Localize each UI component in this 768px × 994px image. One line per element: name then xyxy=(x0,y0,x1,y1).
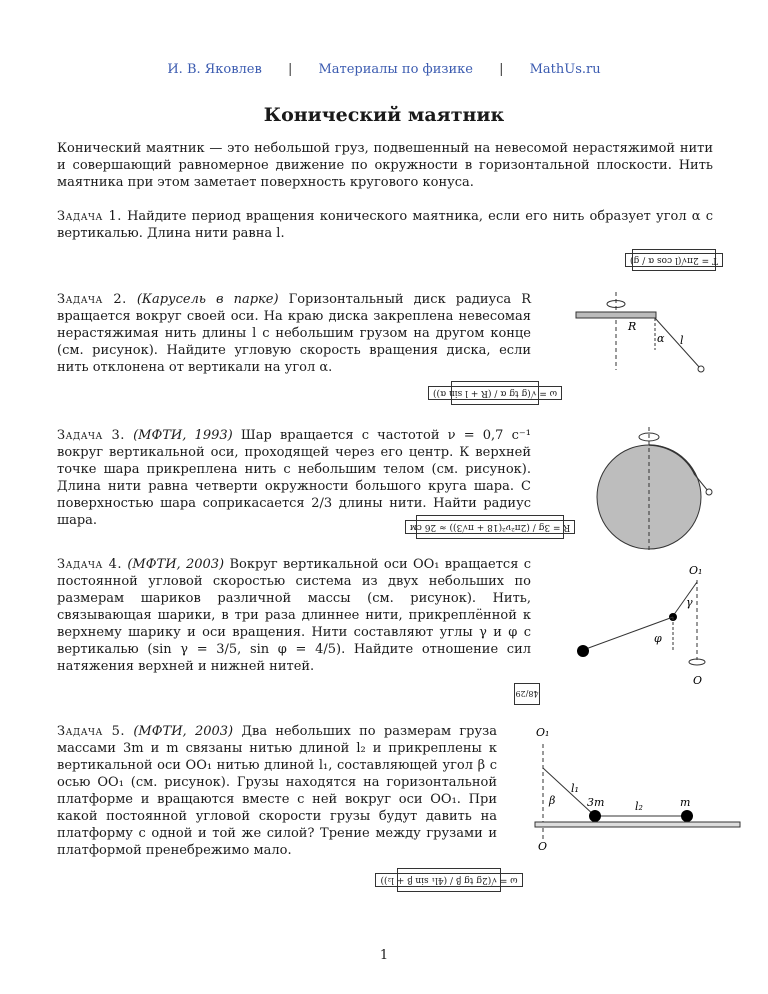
label-alpha: α xyxy=(657,332,665,345)
answer-text: R = 3g / (2π²ν²(18 + π√3)) ≈ 26 см xyxy=(405,520,575,534)
problem-2 xyxy=(57,291,531,376)
page-number: 1 xyxy=(379,948,389,963)
problem-5 xyxy=(57,723,497,859)
label-m: m xyxy=(680,796,691,809)
label-3m: 3m xyxy=(587,796,605,809)
problem-label: Задача 5. xyxy=(57,724,126,739)
label-gamma: γ xyxy=(686,596,693,609)
answer-text: ω = √(g tg α / (R + l sin α)) xyxy=(428,386,562,400)
answer-text: 48/29 xyxy=(515,689,539,699)
label-O1: O₁ xyxy=(536,726,550,739)
problem-label: Задача 3. xyxy=(57,428,125,443)
label-R: R xyxy=(628,320,637,333)
answer-box-5 xyxy=(380,868,518,892)
header xyxy=(0,62,768,77)
header-subject-link[interactable]: Материалы по физике xyxy=(318,62,473,77)
label-O1: O₁ xyxy=(689,564,703,577)
answer-box-1 xyxy=(632,249,716,271)
figure-sphere xyxy=(575,425,725,555)
problem-label: Задача 2. xyxy=(57,292,127,307)
header-separator: | xyxy=(499,62,504,77)
lower-ball xyxy=(577,645,589,657)
label-O: O xyxy=(693,674,703,687)
figure-two-balls xyxy=(560,560,730,690)
problem-source: (Карусель в парке) xyxy=(136,292,279,307)
problem-label: Задача 1. xyxy=(57,209,122,224)
problem-source: (МФТИ, 2003) xyxy=(133,724,234,739)
problem-1 xyxy=(57,208,713,242)
mass-m xyxy=(681,810,693,822)
platform xyxy=(535,822,740,827)
label-l1: l₁ xyxy=(571,782,579,795)
problem-label: Задача 4. xyxy=(57,557,123,572)
label-l2: l₂ xyxy=(635,800,643,813)
header-separator: | xyxy=(287,62,293,77)
answer-box-4 xyxy=(514,683,540,705)
disk xyxy=(576,312,656,318)
bob xyxy=(698,366,704,372)
problem-source: (МФТИ, 1993) xyxy=(133,428,233,443)
answer-text: T = 2π√(l cos α / g) xyxy=(625,253,723,267)
intro-paragraph: Конический маятник — это небольшой груз, подвешенный на невесомой нерастяжимой нити и совершающий равномерное движение по окружности в горизонтальной плоскости. Нить маятника при этом заметает поверхность кругового конуса. xyxy=(57,141,713,190)
header-author-link[interactable]: И. В. Яковлев xyxy=(167,62,262,77)
header-site-link[interactable]: MathUs.ru xyxy=(529,62,601,77)
page-title: Конический маятник xyxy=(263,104,505,126)
problem-text: Найдите период вращения конического маятника, если его нить образует угол α с вертикалью. Длина нити равна l. xyxy=(57,209,714,241)
problem-4 xyxy=(57,556,531,675)
mass-3m xyxy=(589,810,601,822)
bob xyxy=(706,489,712,495)
problem-text: Шар вращается с частотой ν = 0,7 с⁻¹ вокруг вертикальной оси, проходящей через его центр. К верхней точке шара прикреплена нить с небольшим телом (см. рисунок). Длина нити равна четверти окружности большого круга шара. С поверхностью шара соприкасается 2/3 длины нити. Найти радиус шара. xyxy=(57,428,531,528)
problem-source: (МФТИ, 2003) xyxy=(127,557,225,572)
figure-disk-pendulum xyxy=(560,290,720,390)
problem-text: Вокруг вертикальной оси OO₁ вращается с постоянной угловой скоростью система из двух небольших по размерам шариков различной массы (см. рисунок). Нить, связывающая шарики, в три раза длиннее нити, прикреплённой к верхнему шарику и оси вращения. Нити составляют углы γ и φ с вертикалью (sin γ = 3/5, sin φ = 4/5). Найдите отношение сил натяжения верхней и нижней нитей. xyxy=(57,557,531,674)
problem-3 xyxy=(57,427,531,529)
label-beta: β xyxy=(549,794,556,807)
problem-text: Два небольших по размерам груза массами 3m и m связаны нитью длиной l₂ и прикреплены к вертикальной оси OO₁ нитью длиной l₁, составляющей угол β с осью OO₁ (см. рисунок). Грузы находятся на горизонтальной платформе и вращаются вместе с ней вокруг оси OO₁. При какой постоянной угловой скорости грузы будут давить на платформу с одной и той же силой? Трение между грузами и платформой пренебрежимо мало. xyxy=(57,724,497,858)
upper-thread xyxy=(673,582,697,616)
answer-box-2 xyxy=(432,381,558,405)
answer-box-3 xyxy=(409,515,571,539)
figure-platform xyxy=(525,722,745,857)
label-O: O xyxy=(538,840,548,853)
label-phi: φ xyxy=(654,632,662,645)
label-l: l xyxy=(680,334,684,347)
answer-text: ω = √(2g tg β / (4l₁ sin β + l₂)) xyxy=(375,873,522,887)
problem-text: Горизонтальный диск радиуса R вращается вокруг своей оси. На краю диска закреплена невесомая нерастяжимая нить длины l с небольшим грузом на другом конце (см. рисунок). Найдите угловую скорость вращения диска, если нить отклонена от вертикали на угол α. xyxy=(57,292,532,375)
